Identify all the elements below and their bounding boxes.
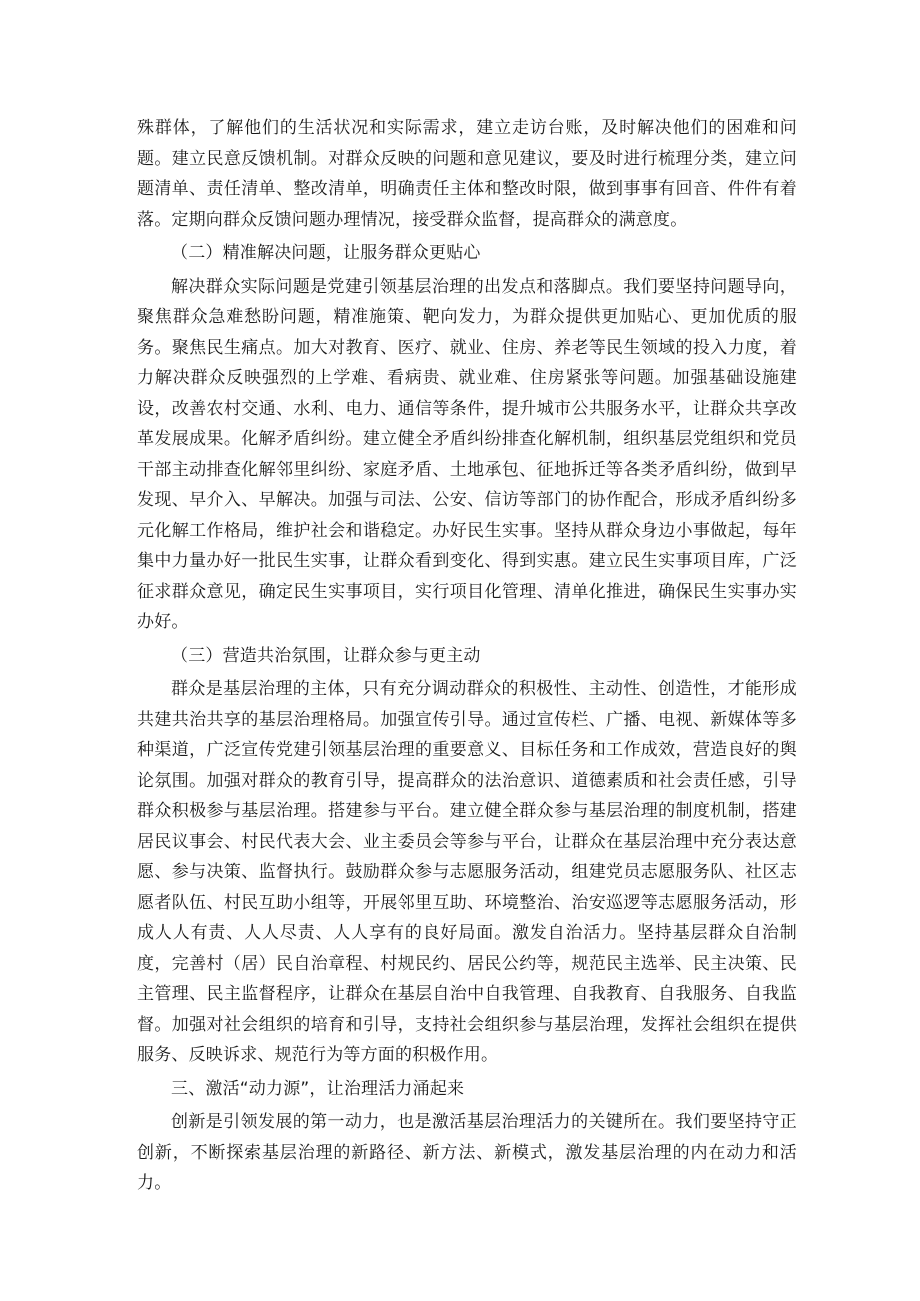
- chapter-heading-3: 三、激活“动力源”，让治理活力涌起来: [171, 1078, 465, 1099]
- section-heading-3: （三）营造共治氛围，让群众参与更主动: [171, 645, 481, 666]
- paragraph-solve-problems: 解决群众实际问题是党建引领基层治理的出发点和落脚点。我们要坚持问题导向，聚焦群众急难愁盼问题，精准施策、靶向发力，为群众提供更加贴心、更加优质的服务。聚焦民生痛点。加大对教育、医疗、就业、住房、养老等民生领域的投入力度，着力解决群众反映强烈的上学难、看病贵、就业难、住房紧张等问题。加强基础设施建设，改善农村交通、水利、电力、通信等条件，提升城市公共服务水平，让群众共享改革发展成果。化解矛盾纠纷。建立健全矛盾纠纷排查化解机制，组织基层党组织和党员干部主动排查化解邻里纠纷、家庭矛盾、土地承包、征地拆迁等各类矛盾纠纷，做到早发现、早介入、早解决。加强与司法、公安、信访等部门的协作配合，形成矛盾纠纷多元化解工作格局，维护社会和谐稳定。办好民生实事。坚持从群众身边小事做起，每年集中力量办好一批民生实事，让群众看到变化、得到实惠。建立民生实事项目库，广泛征求群众意见，确定民生实事项目，实行项目化管理、清单化推进，确保民生实事办实办好。: [137, 276, 797, 632]
- paragraph-innovation: 创新是引领发展的第一动力，也是激活基层治理活力的关键所在。我们要坚持守正创新，不断探索基层治理的新路径、新方法、新模式，激发基层治理的内在动力和活力。: [137, 1112, 797, 1193]
- document-page: [137, 113, 797, 1199]
- paragraph-co-governance: 群众是基层治理的主体，只有充分调动群众的积极性、主动性、创造性，才能形成共建共治共享的基层治理格局。加强宣传引导。通过宣传栏、广播、电视、新媒体等多种渠道，广泛宣传党建引领基层治理的重要意义、目标任务和工作成效，营造良好的舆论氛围。加强对群众的教育引导，提高群众的法治意识、道德素质和社会责任感，引导群众积极参与基层治理。搭建参与平台。建立健全群众参与基层治理的制度机制，搭建居民议事会、村民代表大会、业主委员会等参与平台，让群众在基层治理中充分表达意愿、参与决策、监督执行。鼓励群众参与志愿服务活动，组建党员志愿服务队、社区志愿者队伍、村民互助小组等，开展邻里互助、环境整治、治安巡逻等志愿服务活动，形成人人有责、人人尽责、人人享有的良好局面。激发自治活力。坚持基层群众自治制度，完善村（居）民自治章程、村规民约、居民公约等，规范民主选举、民主决策、民主管理、民主监督程序，让群众在基层自治中自我管理、自我教育、自我服务、自我监督。加强对社会组织的培育和引导，支持社会组织参与基层治理，发挥社会组织在提供服务、反映诉求、规范行为等方面的积极作用。: [137, 679, 797, 1065]
- paragraph-continuation: 殊群体，了解他们的生活状况和实际需求，建立走访台账，及时解决他们的困难和问题。建立民意反馈机制。对群众反映的问题和意见建议，要及时进行梳理分类，建立问题清单、责任清单、整改清单，明确责任主体和整改时限，做到事事有回音、件件有着落。定期向群众反馈问题办理情况，接受群众监督，提高群众的满意度。: [137, 118, 797, 230]
- section-heading-2: （二）精准解决问题，让服务群众更贴心: [171, 243, 481, 263]
